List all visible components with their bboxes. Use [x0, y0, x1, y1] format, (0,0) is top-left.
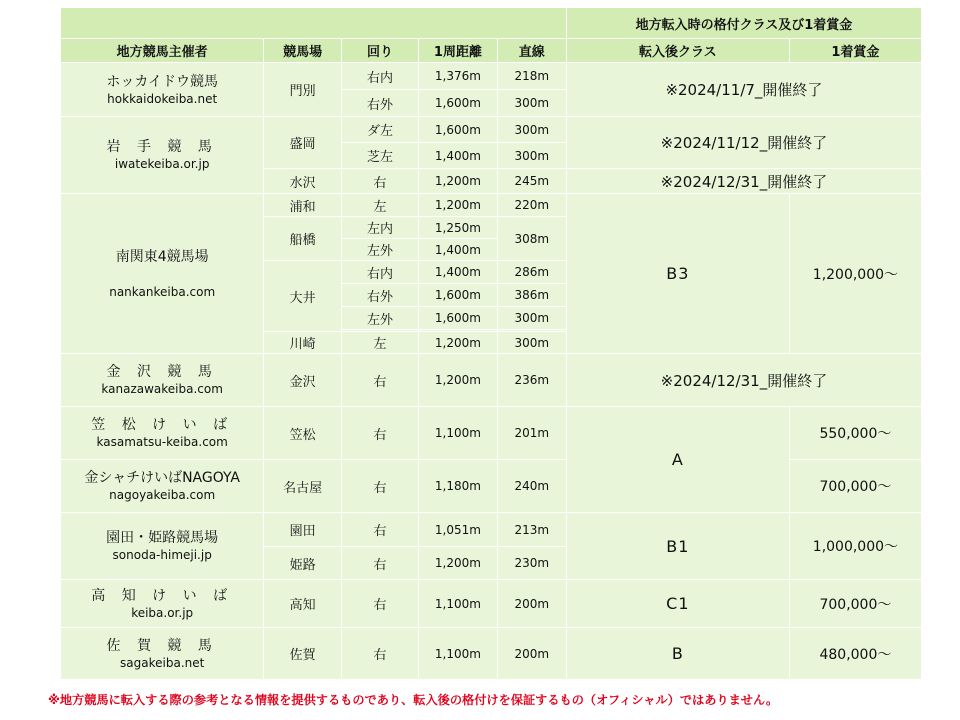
straight-length: 286m	[497, 261, 566, 284]
organizer-cell	[61, 117, 264, 194]
organizer-url: kanazawakeiba.com	[101, 382, 223, 396]
direction: 右	[341, 460, 418, 513]
circuit-distance: 1,100m	[419, 580, 497, 628]
header-group-title: 地方転入時の格付クラス及び1着賞金	[566, 8, 921, 39]
track-name: 大井	[264, 261, 341, 332]
track-name: 名古屋	[264, 460, 341, 513]
first-prize: 1,200,000～	[789, 194, 921, 354]
straight-length: 201m	[497, 407, 566, 460]
direction: 右	[341, 628, 418, 680]
organizer-name: 南関東4競馬場	[115, 248, 209, 265]
circuit-distance: 1,200m	[419, 332, 497, 354]
circuit-distance: 1,600m	[419, 117, 497, 143]
organizer-url: keiba.or.jp	[131, 605, 194, 620]
table-row	[61, 580, 922, 628]
organizer-name: 高 知 け い ば	[91, 587, 234, 604]
organizer-cell	[61, 194, 264, 354]
straight-length: 200m	[497, 580, 566, 628]
straight-length: 386m	[497, 284, 566, 307]
track-name: 船橋	[264, 217, 341, 261]
ended-note: ※2024/12/31_開催終了	[566, 169, 921, 194]
transfer-class: B1	[566, 513, 789, 580]
transfer-class: A	[566, 407, 789, 513]
table-row	[61, 63, 922, 90]
organizer-url: iwatekeiba.or.jp	[114, 157, 210, 171]
direction: 左	[341, 194, 418, 217]
first-prize: 700,000～	[789, 460, 921, 513]
circuit-distance: 1,600m	[419, 90, 497, 117]
ended-note: ※2024/11/7_開催終了	[566, 63, 921, 117]
table-row	[61, 117, 922, 143]
straight-length: 230m	[497, 547, 566, 580]
transfer-class: B	[566, 628, 789, 680]
first-prize: 700,000～	[789, 580, 921, 628]
disclaimer-note: ※地方競馬に転入する際の参考となる情報を提供するものであり、転入後の格付けを保証するもの（オフィシャル）ではありません。	[48, 693, 779, 707]
organizer-name: 園田・姫路競馬場	[106, 530, 219, 546]
organizer-cell	[61, 407, 264, 460]
table-row	[61, 628, 922, 680]
organizer-cell	[61, 460, 264, 513]
transfer-class: C1	[566, 580, 789, 628]
organizer-name: 岩 手 競 馬	[106, 139, 218, 155]
track-name: 高知	[264, 580, 341, 628]
organizer-name: ホッカイドウ競馬	[106, 73, 218, 90]
transfer-class: B3	[566, 194, 789, 354]
organizer-name: 笠 松 け い ば	[91, 417, 234, 433]
circuit-distance: 1,180m	[419, 460, 497, 513]
straight-length: 213m	[497, 513, 566, 547]
organizer-name: 金 沢 競 馬	[106, 364, 218, 380]
organizer-url: nankankeiba.com	[109, 284, 216, 299]
organizer-url: sonoda-himeji.jp	[112, 548, 212, 562]
straight-length: 245m	[497, 169, 566, 194]
circuit-distance: 1,200m	[419, 547, 497, 580]
straight-length: 300m	[497, 307, 566, 330]
circuit-distance: 1,400m	[419, 143, 497, 169]
table-row	[61, 354, 922, 407]
direction: 右外	[341, 284, 418, 307]
direction: 右内	[341, 63, 418, 90]
header-class-after: 転入後クラス	[566, 39, 789, 63]
direction: 右内	[341, 261, 418, 284]
table-row	[61, 194, 922, 217]
table-row	[61, 513, 922, 547]
table-row	[61, 407, 922, 460]
table-row	[61, 460, 922, 513]
circuit-distance: 1,250m	[419, 217, 497, 239]
direction: 右	[341, 547, 418, 580]
straight-length: 218m	[497, 63, 566, 90]
header-straight: 直線	[497, 39, 566, 63]
circuit-distance: 1,200m	[419, 354, 497, 407]
organizer-url: kasamatsu-keiba.com	[96, 435, 228, 449]
circuit-distance: 1,100m	[419, 628, 497, 680]
header-blank	[61, 8, 567, 39]
organizer-cell	[61, 513, 264, 580]
direction: 左外	[341, 239, 418, 261]
straight-length: 300m	[497, 332, 566, 354]
direction: 右	[341, 354, 418, 407]
track-name: 盛岡	[264, 117, 341, 169]
ended-note: ※2024/11/12_開催終了	[566, 117, 921, 169]
header-direction: 回り	[341, 39, 418, 63]
track-name: 姫路	[264, 547, 341, 580]
circuit-distance: 1,376m	[419, 63, 497, 90]
circuit-distance: 1,400m	[419, 239, 497, 261]
direction: 右	[341, 513, 418, 547]
track-name: 金沢	[264, 354, 341, 407]
circuit-distance: 1,051m	[419, 513, 497, 547]
ended-note: ※2024/12/31_開催終了	[566, 354, 921, 407]
direction: 右外	[341, 90, 418, 117]
straight-length: 220m	[497, 194, 566, 217]
organizer-url: hokkaidokeiba.net	[107, 91, 218, 106]
header-organizer: 地方競馬主催者	[61, 39, 264, 63]
straight-length: 240m	[497, 460, 566, 513]
straight-length: 300m	[497, 117, 566, 143]
circuit-distance: 1,600m	[419, 307, 497, 330]
direction: 左外	[341, 307, 418, 330]
organizer-cell	[61, 628, 264, 680]
organizer-url: nagoyakeiba.com	[109, 488, 216, 502]
organizer-name: 金シャチけいばNAGOYA	[84, 470, 241, 486]
straight-length: 300m	[497, 90, 566, 117]
header-track: 競馬場	[264, 39, 341, 63]
circuit-distance: 1,100m	[419, 407, 497, 460]
track-name: 笠松	[264, 407, 341, 460]
organizer-cell	[61, 354, 264, 407]
organizer-cell	[61, 580, 264, 628]
straight-length: 308m	[497, 217, 566, 261]
circuit-distance: 1,600m	[419, 284, 497, 307]
organizer-cell	[61, 63, 264, 117]
first-prize: 550,000～	[789, 407, 921, 460]
direction: ダ左	[341, 117, 418, 143]
direction: 左	[341, 332, 418, 354]
circuit-distance: 1,200m	[419, 169, 497, 194]
header-first-prize: 1着賞金	[789, 39, 921, 63]
transfer-class-table	[60, 7, 922, 680]
direction: 右	[341, 169, 418, 194]
track-name: 水沢	[264, 169, 341, 194]
organizer-name: 佐 賀 競 馬	[106, 637, 218, 654]
straight-length: 236m	[497, 354, 566, 407]
straight-length: 200m	[497, 628, 566, 680]
track-name: 門別	[264, 63, 341, 117]
direction: 右	[341, 580, 418, 628]
direction: 芝左	[341, 143, 418, 169]
track-name: 園田	[264, 513, 341, 547]
direction: 右	[341, 407, 418, 460]
circuit-distance: 1,200m	[419, 194, 497, 217]
first-prize: 1,000,000～	[789, 513, 921, 580]
circuit-distance: 1,400m	[419, 261, 497, 284]
track-name: 浦和	[264, 194, 341, 217]
track-name: 川崎	[264, 332, 341, 354]
direction: 左内	[341, 217, 418, 239]
organizer-url: sagakeiba.net	[120, 655, 205, 670]
track-name: 佐賀	[264, 628, 341, 680]
first-prize: 480,000～	[789, 628, 921, 680]
header-circuit: 1周距離	[419, 39, 497, 63]
straight-length: 300m	[497, 143, 566, 169]
